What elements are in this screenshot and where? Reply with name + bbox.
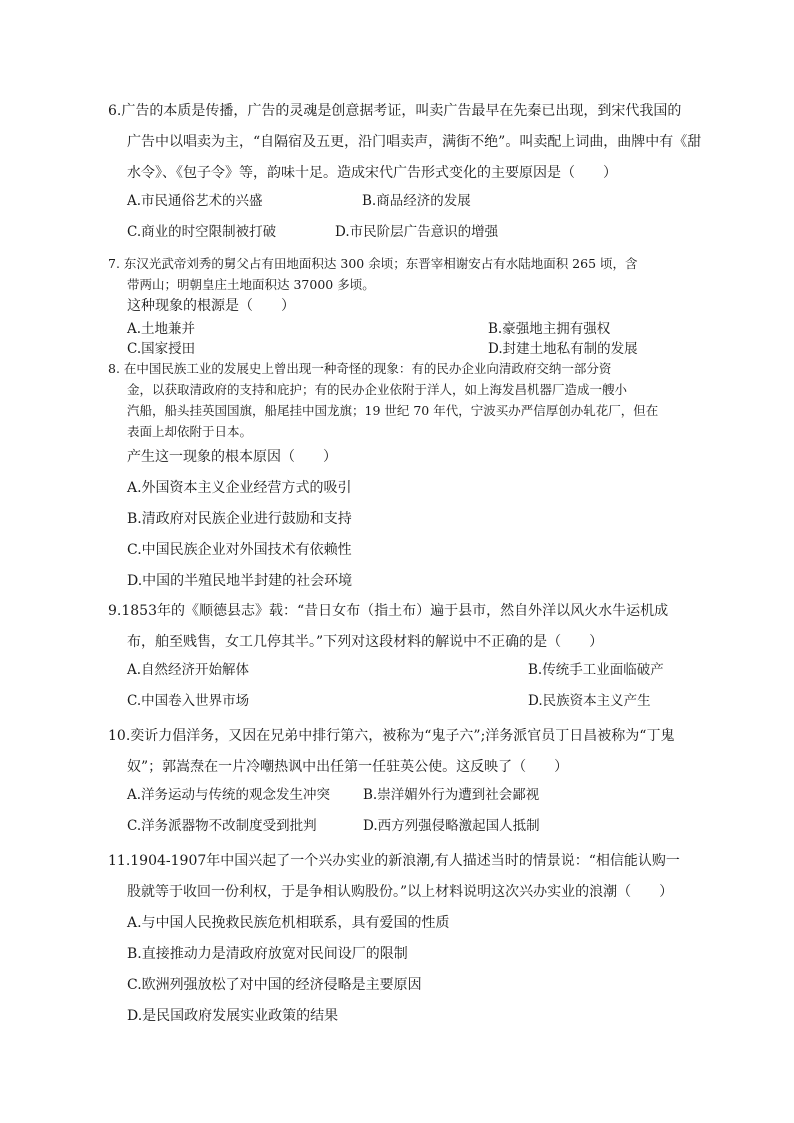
question-8 [108,358,688,597]
question-8-stem-line-1: 8. 在中国民族工业的发展史上曾出现一种奇怪的现象：有的民办企业向清政府交纳一部分资 [108,361,612,376]
question-10-option-b[interactable]: B.崇洋媚外行为遭到社会鄙视 [363,787,540,803]
question-6-stem-line-2: 广告中以唱卖为主，“自隔宿及五更，沿门唱卖声，满街不绝”。叫卖配上词曲，曲牌中有《甜 [127,134,702,150]
question-9 [108,596,688,720]
question-6-stem-line-3: 水令》、《包子令》等，韵味十足。造成宋代广告形式变化的主要原因是（ ） [127,165,617,181]
question-9-stem-line-1: 9.1853年的《顺德县志》载：“昔日女布（指土布）遍于县市，然自外洋以风火水牛运机成 [108,603,669,619]
question-10-stem-line-1: 10.奕䜣力倡洋务，又因在兄弟中排行第六，被称为“鬼子六”;洋务派官员丁日昌被称为“丁鬼 [108,728,675,744]
question-6-option-b[interactable]: B.商品经济的发展 [362,193,471,209]
question-7-stem-line-2: 带两山；明朝皇庄土地面积达 37000 多顷。 [127,277,375,292]
question-6 [108,96,702,251]
question-8-stem-line-2: 金，以获取清政府的支持和庇护；有的民办企业依附于洋人，如上海发昌机器厂造成一艘小 [127,382,628,397]
question-9-option-d[interactable]: D.民族资本主义产生 [528,693,651,709]
question-9-options [108,658,688,720]
question-11-option-c[interactable]: C.欧洲列强放松了对中国的经济侵略是主要原因 [127,977,422,993]
question-6-options [108,189,688,251]
question-10-option-c[interactable]: C.洋务派器物不改制度受到批判 [127,818,317,834]
question-8-prompt: 产生这一现象的根本原因（ ） [127,449,337,465]
question-9-option-b[interactable]: B.传统手工业面临破产 [528,662,664,678]
question-10-option-a[interactable]: A.洋务运动与传统的观念发生冲突 [127,787,331,803]
question-8-option-d[interactable]: D.中国的半殖民地半封建的社会环境 [127,573,353,589]
question-11-option-d[interactable]: D.是民国政府发展实业政策的结果 [127,1008,339,1024]
question-10-options [108,783,688,845]
question-11-option-a[interactable]: A.与中国人民挽救民族危机相联系，具有爱国的性质 [127,915,450,931]
question-8-option-a[interactable]: A.外国资本主义企业经营方式的吸引 [127,480,352,496]
question-6-option-c[interactable]: C.商业的时空限制被打破 [127,224,277,240]
question-10 [108,721,688,845]
question-8-stem-line-4: 表面上却依附于日本。 [127,424,253,439]
question-10-option-d[interactable]: D.西方列强侵略激起国人抵制 [363,818,540,834]
question-7-option-c[interactable]: C.国家授田 [127,341,196,357]
question-8-stem-line-3: 汽船，船头挂英国国旗，船尾挂中国龙旗；19 世纪 70 年代，宁波买办严信厚创办轧花厂，但在 [127,403,659,418]
question-7-option-d[interactable]: D.封建土地私有制的发展 [488,341,638,357]
question-8-option-b[interactable]: B.清政府对民族企业进行鼓励和支持 [127,511,352,527]
question-11-stem-line-1: 11.1904-1907年中国兴起了一个兴办实业的新浪潮,有人描述当时的情景说：“相信能认购一 [108,853,680,869]
question-10-stem-line-2: 奴”；郭嵩焘在一片冷嘲热讽中出任第一任驻英公使。这反映了（ ） [127,759,569,775]
question-7-option-b[interactable]: B.豪强地主拥有强权 [488,321,611,337]
question-11 [108,846,688,1032]
question-6-stem-line-1: 6.广告的本质是传播，广告的灵魂是创意据考证，叫卖广告最早在先秦已出现，到宋代我国的 [108,103,682,119]
question-9-option-c[interactable]: C.中国卷入世界市场 [127,693,250,709]
question-9-option-a[interactable]: A.自然经济开始解体 [127,662,250,678]
question-11-stem-line-2: 股就等于收回一份利权，于是争相认购股份。”以上材料说明这次兴办实业的浪潮（ ） [127,884,674,900]
question-7-option-a[interactable]: A.土地兼并 [127,321,196,337]
question-6-option-a[interactable]: A.市民通俗艺术的兴盛 [127,193,263,209]
question-6-option-d[interactable]: D.市民阶层广告意识的增强 [335,224,499,240]
question-9-stem-line-2: 布，舶至贱售，女工几停其半。”下列对这段材料的解说中不正确的是（ ） [127,634,604,650]
question-7-prompt: 这种现象的根源是（ ） [127,298,295,314]
question-8-option-c[interactable]: C.中国民族企业对外国技术有依赖性 [127,542,352,558]
question-7 [108,253,688,357]
question-7-stem-line-1: 7. 东汉光武帝刘秀的舅父占有田地面积达 300 余顷；东晋宰相谢安占有水陆地面积 265 顷，含 [108,256,638,271]
question-11-option-b[interactable]: B.直接推动力是清政府放宽对民间设厂的限制 [127,946,408,962]
question-7-options [108,317,688,357]
